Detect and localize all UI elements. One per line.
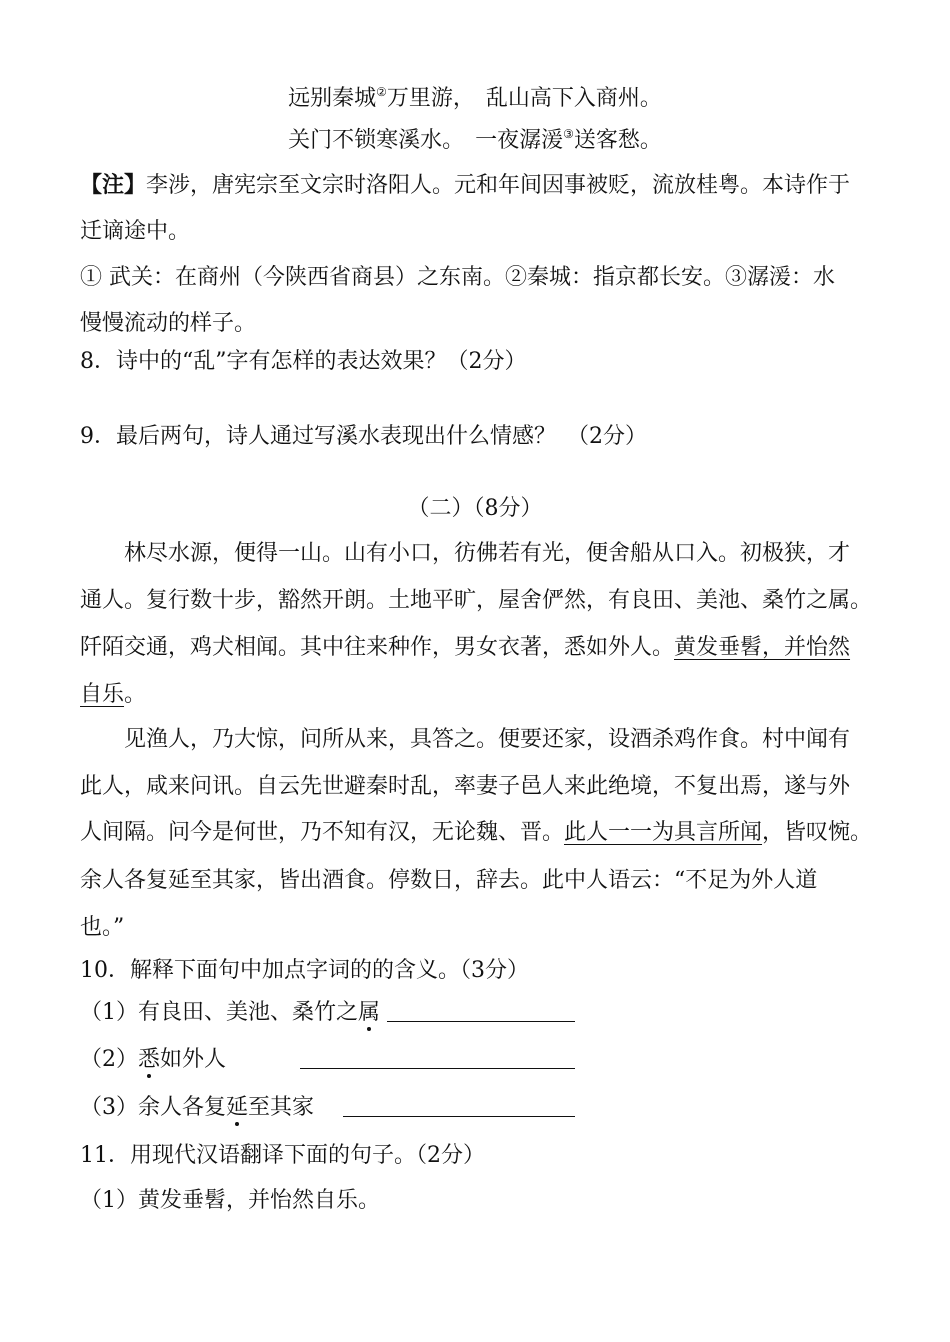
dotted-char: 延 bbox=[226, 1095, 249, 1120]
dotted-char: 属 bbox=[358, 1000, 381, 1025]
underlined-sentence: 自乐 bbox=[80, 682, 125, 707]
underlined-sentence: 此人一一为具言所闻 bbox=[564, 820, 763, 845]
note-text: 李涉，唐宪宗至文宗时洛阳人。元和年间因事被贬，流放桂粤。本诗作于 bbox=[146, 173, 851, 198]
footnote-ref-2: ② bbox=[376, 85, 387, 99]
passage-p2-line-5: 也。” bbox=[80, 915, 125, 940]
note-line-2: 迁谪途中。 bbox=[80, 219, 191, 244]
passage-text: 。 bbox=[124, 682, 147, 707]
item-text: 至其家 bbox=[248, 1095, 315, 1120]
passage-p2-line-1: 见渔人，乃大惊，问所从来，具答之。便要还家，设酒杀鸡作食。村中闻有 bbox=[124, 727, 851, 752]
passage-p1-line-3 bbox=[80, 633, 850, 663]
item-text: 如外人 bbox=[160, 1047, 227, 1072]
poem-line-1-part-b: 万里游， 乱山高下入商州。 bbox=[386, 86, 662, 111]
passage-p1-line-2: 通人。复行数十步，豁然开朗。土地平旷，屋舍俨然，有良田、美池、桑竹之属。 bbox=[80, 588, 873, 613]
question-8: 8．诗中的“乱”字有怎样的表达效果？（2分） bbox=[80, 349, 527, 374]
passage-p2-line-2: 此人，咸来问讯。自云先世避秦时乱，率妻子邑人来此绝境，不复出焉，遂与外 bbox=[80, 774, 851, 799]
question-10-item-3 bbox=[80, 1093, 314, 1123]
answer-blank-1[interactable] bbox=[387, 1021, 575, 1022]
underlined-sentence: 黄发垂髫，并怡然 bbox=[674, 635, 851, 660]
item-text: （2） bbox=[80, 1047, 138, 1072]
section-title: （二）（8分） bbox=[407, 496, 543, 521]
question-10: 10．解释下面句中加点字词的的含义。（3分） bbox=[80, 958, 529, 983]
passage-text: 阡陌交通，鸡犬相闻。其中往来种作，男女衣著，悉如外人。 bbox=[80, 635, 675, 660]
item-text: （1）有良田、美池、桑竹之 bbox=[80, 1000, 358, 1025]
passage-p2-line-3 bbox=[80, 818, 872, 848]
question-11: 11．用现代汉语翻译下面的句子。（2分） bbox=[80, 1143, 485, 1168]
passage-text: 人间隔。问今是何世，乃不知有汉，无论魏、晋。 bbox=[80, 820, 565, 845]
passage-p1-line-1: 林尽水源，便得一山。山有小口，彷佛若有光，便舍船从口入。初极狭，才 bbox=[124, 541, 851, 566]
note-mark: 【注】 bbox=[80, 172, 147, 198]
dotted-char: 悉 bbox=[138, 1047, 161, 1072]
question-10-item-2 bbox=[80, 1045, 226, 1075]
question-9: 9．最后两句，诗人通过写溪水表现出什么情感？ （2分） bbox=[80, 424, 647, 449]
poem-line-1-part-a: 远别秦城 bbox=[288, 86, 377, 111]
poem-line-2-part-b: 送客愁。 bbox=[573, 128, 662, 153]
answer-blank-2[interactable] bbox=[300, 1068, 575, 1069]
note-line-4: 慢慢流动的样子。 bbox=[80, 311, 257, 336]
poem-line-2 bbox=[0, 126, 950, 156]
question-10-item-1 bbox=[80, 998, 380, 1028]
passage-text: ，皆叹惋。 bbox=[762, 820, 873, 845]
passage-p1-line-4 bbox=[80, 680, 146, 710]
note-line-3: ① 武关：在商州（今陕西省商县）之东南。②秦城：指京都长安。③潺湲：水 bbox=[80, 265, 835, 290]
answer-blank-3[interactable] bbox=[343, 1116, 575, 1117]
item-text: （3）余人各复 bbox=[80, 1095, 226, 1120]
note-line-1 bbox=[80, 170, 850, 201]
footnote-ref-3: ③ bbox=[563, 127, 574, 141]
poem-line-2-part-a: 关门不锁寒溪水。 一夜潺湲 bbox=[288, 128, 564, 153]
question-11-item-1: （1）黄发垂髫，并怡然自乐。 bbox=[80, 1188, 380, 1213]
passage-p2-line-4: 余人各复延至其家，皆出酒食。停数日，辞去。此中人语云：“不足为外人道 bbox=[80, 868, 818, 893]
poem-line-1 bbox=[0, 84, 950, 114]
